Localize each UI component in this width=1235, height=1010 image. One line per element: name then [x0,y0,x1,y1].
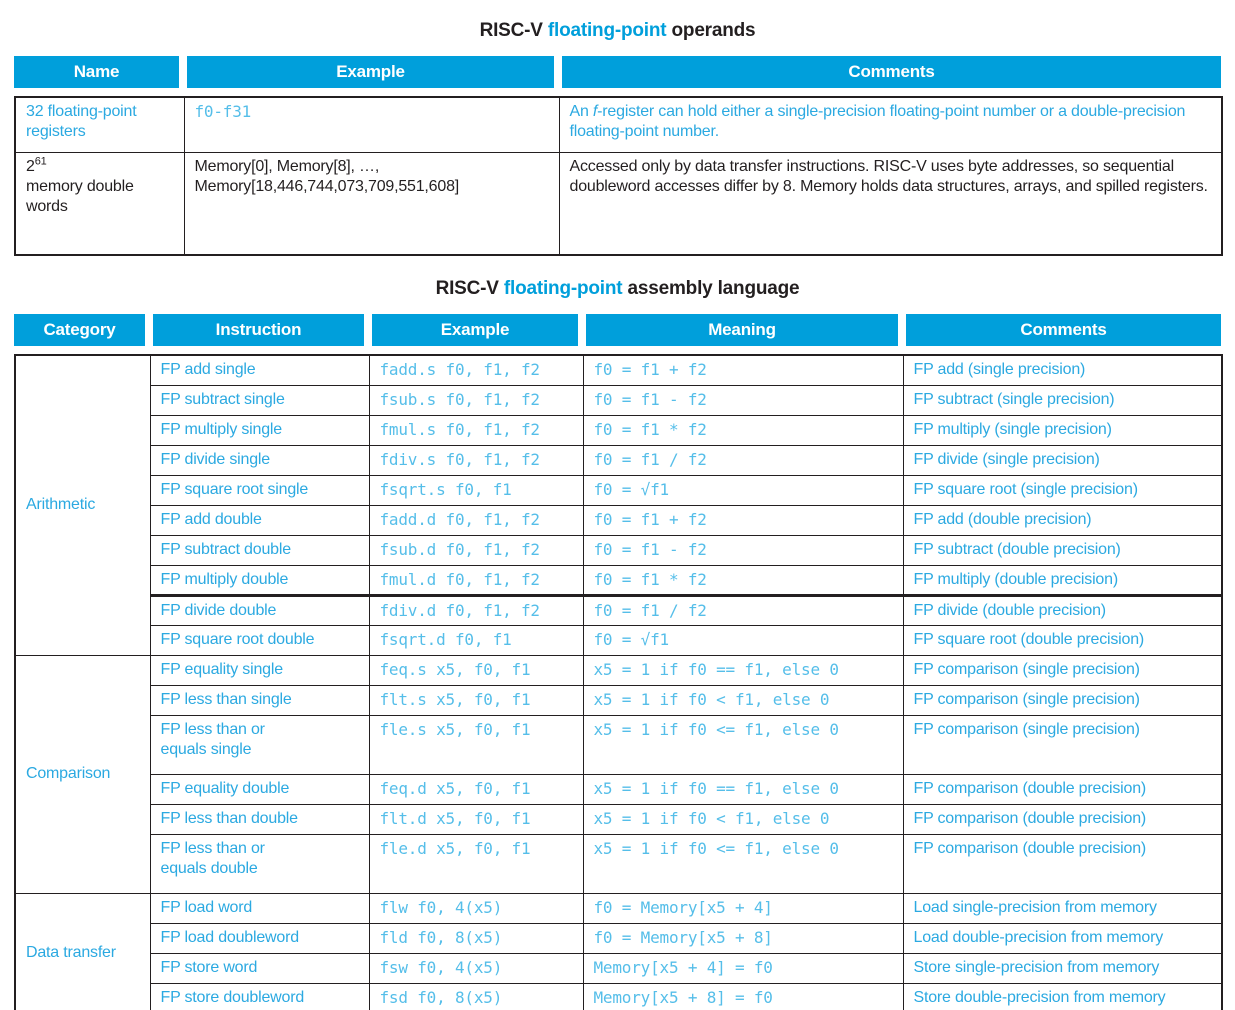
instruction-cell [150,834,369,893]
example-cell: fsqrt.s f0, f1 [369,475,583,505]
example-cell: fsqrt.d f0, f1 [369,625,583,655]
example-cell: fld f0, 8(x5) [369,923,583,953]
instruction-cell: FP add single [150,355,369,385]
meaning-cell: f0 = f1 - f2 [583,535,903,565]
operands-row-registers [15,97,1222,152]
comments-cell: FP comparison (single precision) [903,655,1222,685]
assembly-title [14,278,1221,300]
instruction-label: FP less than or equals double [160,839,265,877]
comments-cell: Store single-precision from memory [903,953,1222,983]
category-cell-comparison: Comparison [15,655,150,893]
asm-row-fmul-s [15,415,1222,445]
operands-header-row [14,56,1221,88]
asm-row-fsqrt-s [15,475,1222,505]
meaning-cell: f0 = f1 + f2 [583,355,903,385]
comments-text: An [569,103,593,120]
assembly-header-comments: Comments [902,314,1221,346]
example-cell: feq.s x5, f0, f1 [369,655,583,685]
assembly-header-example: Example [368,314,582,346]
meaning-cell: x5 = 1 if f0 == f1, else 0 [583,655,903,685]
asm-row-fsub-s [15,385,1222,415]
asm-row-fdiv-s [15,445,1222,475]
meaning-cell: f0 = f1 * f2 [583,565,903,595]
comments-cell: FP divide (single precision) [903,445,1222,475]
instruction-cell: FP divide single [150,445,369,475]
example-cell: fdiv.d f0, f1, f2 [369,595,583,625]
meaning-cell: x5 = 1 if f0 == f1, else 0 [583,774,903,804]
comments-cell: FP add (double precision) [903,505,1222,535]
example-cell: fsw f0, 4(x5) [369,953,583,983]
instruction-label: FP less than or equals single [160,720,265,758]
instruction-cell: FP load doubleword [150,923,369,953]
comments-cell: FP subtract (single precision) [903,385,1222,415]
comments-cell: FP comparison (single precision) [903,685,1222,715]
asm-row-fadd-d [15,505,1222,535]
assembly-header-category: Category [14,314,149,346]
meaning-cell: f0 = f1 * f2 [583,415,903,445]
comments-cell: FP square root (double precision) [903,625,1222,655]
example-cell: flw f0, 4(x5) [369,893,583,923]
comments-cell: Load single-precision from memory [903,893,1222,923]
instruction-cell: FP add double [150,505,369,535]
instruction-cell: FP equality double [150,774,369,804]
asm-row-fadd-s [15,355,1222,385]
comments-cell: FP divide (double precision) [903,595,1222,625]
assembly-header-instruction: Instruction [149,314,368,346]
comments-cell: FP add (single precision) [903,355,1222,385]
instruction-cell: FP multiply single [150,415,369,445]
assembly-header-meaning: Meaning [582,314,902,346]
instruction-cell: FP multiply double [150,565,369,595]
example-cell: fadd.d f0, f1, f2 [369,505,583,535]
example-cell: fmul.s f0, f1, f2 [369,415,583,445]
power-base: 2 [26,157,35,175]
operands-header-example: Example [183,56,558,88]
meaning-cell: f0 = √f1 [583,475,903,505]
assembly-title-highlight: floating-point [503,278,623,299]
comments-cell: FP comparison (single precision) [903,715,1222,774]
asm-row-fld [15,923,1222,953]
comments-cell: FP comparison (double precision) [903,834,1222,893]
example-cell: fadd.s f0, f1, f2 [369,355,583,385]
example-cell: fle.d x5, f0, f1 [369,834,583,893]
comments-cell: FP comparison (double precision) [903,804,1222,834]
asm-row-flw [15,893,1222,923]
example-cell: fsd f0, 8(x5) [369,983,583,1010]
asm-row-fmul-d [15,565,1222,595]
asm-row-fle-s [15,715,1222,774]
operand-comments-cell [559,97,1222,152]
instruction-cell: FP store doubleword [150,983,369,1010]
example-cell: fmul.d f0, f1, f2 [369,565,583,595]
instruction-cell: FP divide double [150,595,369,625]
category-cell-arithmetic: Arithmetic [15,355,150,655]
instruction-cell: FP store word [150,953,369,983]
meaning-cell: x5 = 1 if f0 < f1, else 0 [583,804,903,834]
meaning-cell: Memory[x5 + 4] = f0 [583,953,903,983]
comments-cell: FP subtract (double precision) [903,535,1222,565]
instruction-cell: FP square root double [150,625,369,655]
comments-cell: FP multiply (single precision) [903,415,1222,445]
operand-example-cell: Memory[0], Memory[8], …, Memory[18,446,744,073,709,551,608] [184,152,559,255]
assembly-header-row [14,314,1221,346]
comments-cell: FP multiply (double precision) [903,565,1222,595]
instruction-cell: FP load word [150,893,369,923]
operand-name-cell [15,152,184,255]
meaning-cell: Memory[x5 + 8] = f0 [583,983,903,1010]
instruction-cell: FP subtract double [150,535,369,565]
example-cell: flt.s x5, f0, f1 [369,685,583,715]
asm-row-feq-s [15,655,1222,685]
comments-cell: FP comparison (double precision) [903,774,1222,804]
asm-row-feq-d [15,774,1222,804]
example-cell: fle.s x5, f0, f1 [369,715,583,774]
instruction-cell: FP subtract single [150,385,369,415]
operand-name-cell: 32 floating-point registers [15,97,184,152]
power-exponent: 61 [34,155,47,168]
example-cell: feq.d x5, f0, f1 [369,774,583,804]
meaning-cell: f0 = f1 - f2 [583,385,903,415]
operands-title-prefix: RISC-V [479,20,548,41]
meaning-cell: f0 = Memory[x5 + 8] [583,923,903,953]
instruction-cell: FP less than single [150,685,369,715]
asm-row-flt-d [15,804,1222,834]
meaning-cell: f0 = Memory[x5 + 4] [583,893,903,923]
assembly-table [14,354,1223,1010]
operand-comments-cell: Accessed only by data transfer instructions. RISC-V uses byte addresses, so sequential doubleword accesses differ by 8. Memory holds data structures, arrays, and spilled registers. [559,152,1222,255]
asm-row-fsub-d [15,535,1222,565]
operands-row-memory [15,152,1222,255]
asm-row-fle-d [15,834,1222,893]
operands-table [14,96,1223,256]
instruction-cell [150,715,369,774]
asm-row-flt-s [15,685,1222,715]
asm-row-fsqrt-d [15,625,1222,655]
operands-title-highlight: floating-point [547,20,667,41]
meaning-cell: f0 = √f1 [583,625,903,655]
assembly-title-suffix: assembly language [622,278,800,299]
example-cell: flt.d x5, f0, f1 [369,804,583,834]
operands-title-suffix: operands [666,20,756,41]
meaning-cell: x5 = 1 if f0 < f1, else 0 [583,685,903,715]
category-cell-data-transfer: Data transfer [15,893,150,1010]
asm-row-fsw [15,953,1222,983]
comments-italic-f: f [592,103,598,120]
meaning-cell: x5 = 1 if f0 <= f1, else 0 [583,834,903,893]
operands-header-comments: Comments [558,56,1221,88]
example-cell: fsub.s f0, f1, f2 [369,385,583,415]
memory-words-label: memory double words [26,177,134,215]
operands-header-name: Name [14,56,183,88]
comments-cell: Load double-precision from memory [903,923,1222,953]
asm-row-fsd [15,983,1222,1010]
meaning-cell: f0 = f1 / f2 [583,445,903,475]
comments-cell: FP square root (single precision) [903,475,1222,505]
comments-text: -register can hold either a single-precision floating-point number or a double-precision floating-point number. [569,103,1186,140]
asm-row-fdiv-d [15,595,1222,625]
meaning-cell: x5 = 1 if f0 <= f1, else 0 [583,715,903,774]
instruction-cell: FP less than double [150,804,369,834]
instruction-cell: FP equality single [150,655,369,685]
meaning-cell: f0 = f1 / f2 [583,595,903,625]
meaning-cell: f0 = f1 + f2 [583,505,903,535]
example-cell: fsub.d f0, f1, f2 [369,535,583,565]
example-cell: fdiv.s f0, f1, f2 [369,445,583,475]
operands-title [14,20,1221,42]
operand-example-cell: f0-f31 [184,97,559,152]
instruction-cell: FP square root single [150,475,369,505]
assembly-title-prefix: RISC-V [435,278,504,299]
comments-cell: Store double-precision from memory [903,983,1222,1010]
